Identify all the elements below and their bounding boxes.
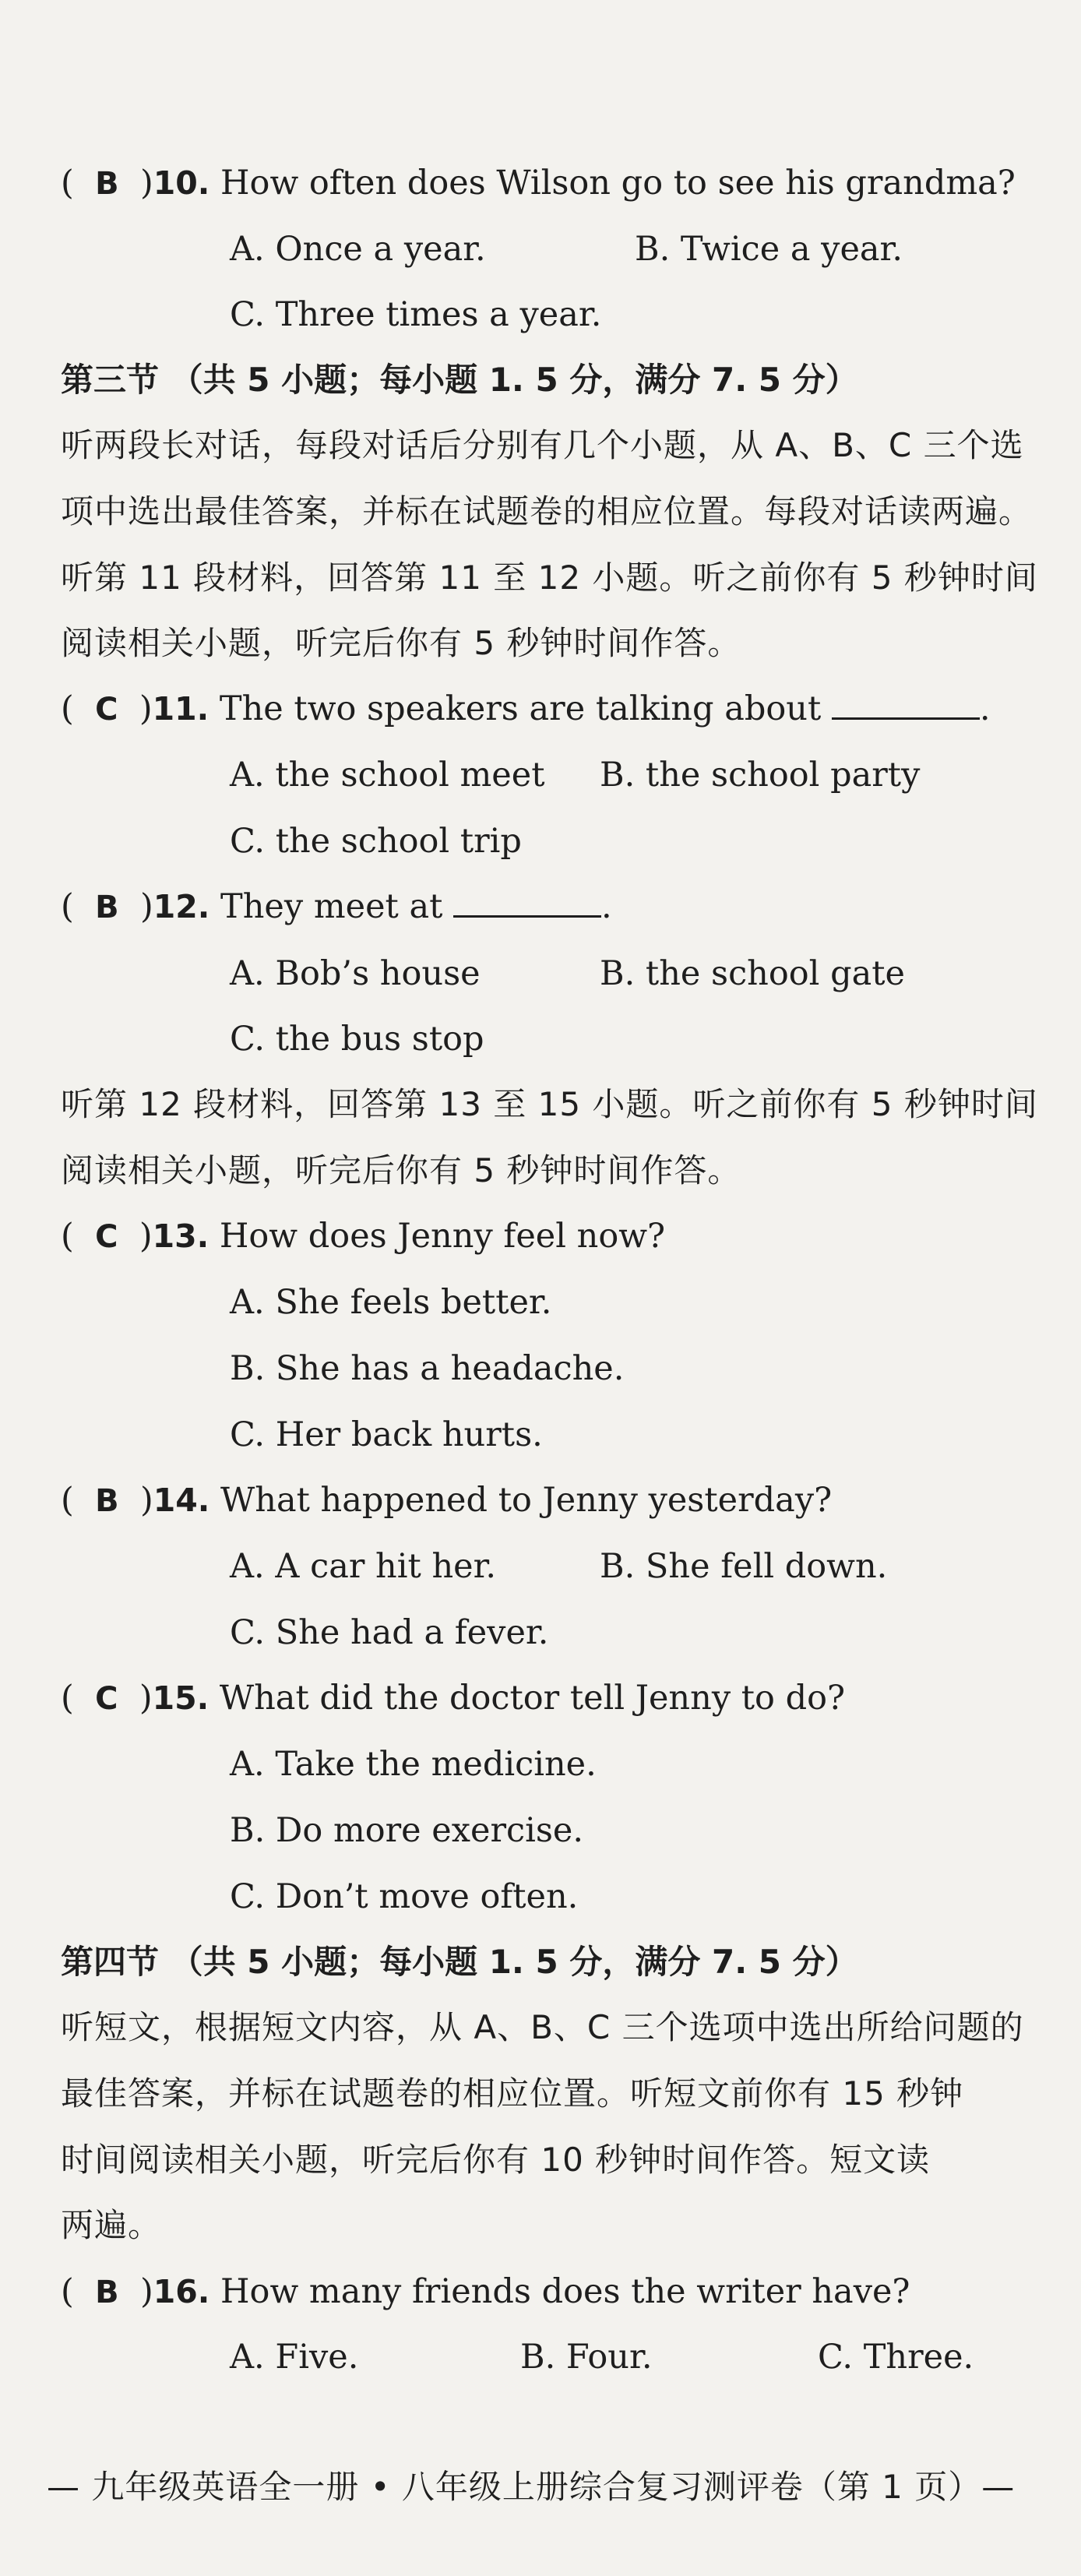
question-stem: What happened to Jenny yesterday?: [210, 1481, 833, 1520]
material-11-instruction: 听第 11 段材料，回答第 11 至 12 小题。听之前你有 5 秒钟时间: [61, 559, 1038, 597]
question-stem: How often does Wilson go to see his grandma?: [210, 164, 1016, 203]
option-c: C. Three.: [818, 2338, 974, 2377]
answer-14: B: [95, 1483, 119, 1519]
answer-12: B: [95, 890, 119, 925]
material-12-instruction: 阅读相关小题，听完后你有 5 秒钟时间作答。: [61, 1151, 741, 1189]
option-a: A. Once a year.: [230, 230, 486, 269]
question-number: 14.: [153, 1482, 210, 1519]
answer-blank: [832, 689, 980, 720]
question-stem: The two speakers are talking about: [209, 689, 832, 728]
option-b: B. the school gate: [600, 954, 905, 993]
option-a: A. She feels better.: [230, 1283, 552, 1322]
option-b: B. Do more exercise.: [230, 1811, 584, 1850]
question-stem: What did the doctor tell Jenny to do?: [209, 1679, 846, 1718]
page-footer: — 九年级英语全一册 • 八年级上册综合复习测评卷（第 1 页）—: [47, 2468, 1016, 2506]
section-3-instruction: 项中选出最佳答案，并标在试题卷的相应位置。每段对话读两遍。: [61, 492, 1033, 530]
material-11-instruction: 阅读相关小题，听完后你有 5 秒钟时间作答。: [61, 624, 741, 662]
option-a: A. A car hit her.: [230, 1547, 497, 1586]
option-c: C. She had a fever.: [230, 1613, 549, 1652]
question-tail: .: [601, 887, 612, 926]
question-number: 11.: [152, 690, 210, 728]
answer-16: B: [95, 2275, 119, 2310]
option-b: B. Twice a year.: [635, 230, 903, 269]
section-4-instruction: 两遍。: [61, 2206, 162, 2244]
question-stem: How does Jenny feel now?: [209, 1217, 666, 1256]
option-c: C. Don’t move often.: [230, 1877, 579, 1916]
option-c: C. Her back hurts.: [230, 1415, 543, 1454]
question-number: 13.: [152, 1218, 210, 1255]
section-3-instruction: 听两段长对话，每段对话后分别有几个小题，从 A、B、C 三个选: [61, 426, 1024, 464]
question-11: ( C )11. The two speakers are talking about .: [61, 689, 991, 728]
option-a: A. Take the medicine.: [230, 1745, 597, 1784]
option-b: B. Four.: [520, 2338, 653, 2377]
question-tail: .: [979, 689, 991, 728]
question-number: 16.: [153, 2273, 210, 2310]
question-number: 12.: [153, 888, 210, 925]
answer-10: B: [95, 166, 119, 202]
option-b: B. She fell down.: [600, 1547, 888, 1586]
question-stem: How many friends does the writer have?: [210, 2272, 910, 2311]
question-16: ( B )16. How many friends does the writer have?: [61, 2272, 910, 2311]
question-14: ( B )14. What happened to Jenny yesterday?: [61, 1481, 833, 1520]
answer-13: C: [95, 1219, 118, 1255]
option-b: B. She has a headache.: [230, 1349, 625, 1388]
material-12-instruction: 听第 12 段材料，回答第 13 至 15 小题。听之前你有 5 秒钟时间: [61, 1085, 1038, 1123]
question-stem: They meet at: [210, 887, 454, 926]
section-4-instruction: 听短文，根据短文内容，从 A、B、C 三个选项中选出所给问题的: [61, 2008, 1024, 2046]
answer-11: C: [95, 692, 118, 728]
answer-15: C: [95, 1681, 118, 1717]
question-13: ( C )13. How does Jenny feel now?: [61, 1217, 666, 1256]
option-a: A. the school meet: [230, 756, 545, 795]
section-4-instruction: 最佳答案，并标在试题卷的相应位置。听短文前你有 15 秒钟: [61, 2074, 964, 2113]
section-4-heading: 第四节 （共 5 小题；每小题 1. 5 分，满分 7. 5 分）: [61, 1943, 858, 1981]
question-10: ( B )10. How often does Wilson go to see his grandma?: [61, 164, 1016, 203]
option-a: A. Five.: [230, 2338, 359, 2377]
answer-blank: [453, 887, 601, 918]
question-15: ( C )15. What did the doctor tell Jenny to do?: [61, 1679, 846, 1718]
option-c: C. Three times a year.: [230, 295, 602, 334]
option-c: C. the school trip: [230, 822, 522, 861]
question-12: ( B )12. They meet at .: [61, 887, 612, 926]
section-4-instruction: 时间阅读相关小题，听完后你有 10 秒钟时间作答。短文读: [61, 2141, 931, 2179]
option-a: A. Bob’s house: [230, 954, 481, 993]
section-3-heading: 第三节 （共 5 小题；每小题 1. 5 分，满分 7. 5 分）: [61, 361, 858, 399]
option-c: C. the bus stop: [230, 1020, 484, 1059]
question-number: 10.: [153, 164, 210, 202]
question-number: 15.: [152, 1679, 210, 1717]
option-b: B. the school party: [600, 756, 921, 795]
